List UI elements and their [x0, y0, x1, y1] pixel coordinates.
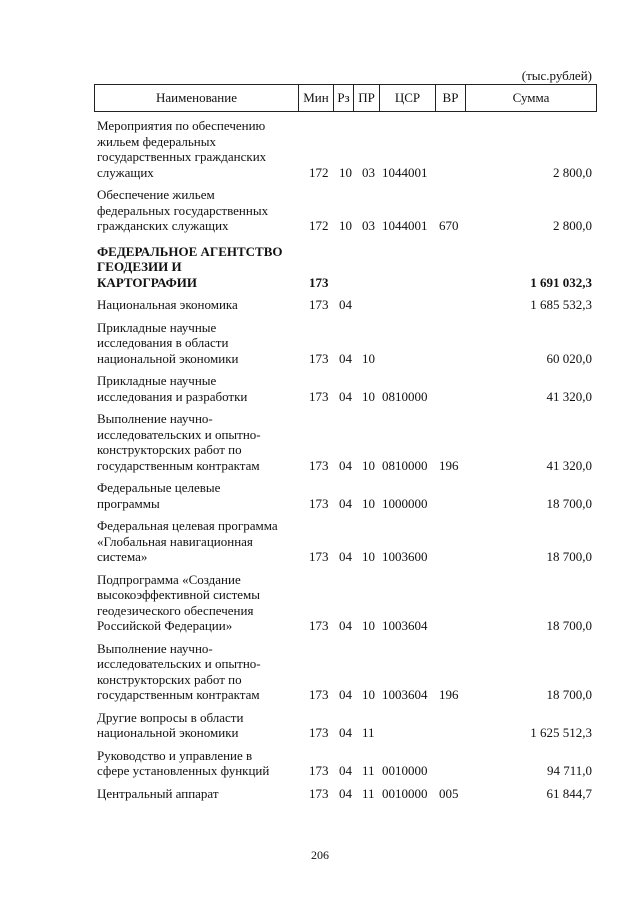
row-sum: 18 700,0 [546, 687, 592, 702]
table-row [97, 244, 592, 291]
page-number: 206 [311, 848, 329, 862]
header-name: Наименование [156, 90, 237, 105]
row-csr: 0010000 [382, 785, 428, 801]
row-pr: 10 [362, 457, 375, 473]
row-pr: 11 [362, 785, 375, 801]
table-row [97, 710, 592, 741]
row-name-line: программы [97, 495, 160, 511]
row-csr: 1044001 [382, 164, 428, 180]
row-sum: 1 691 032,3 [530, 274, 592, 290]
table-row [97, 320, 592, 367]
table-row [97, 297, 592, 313]
row-min: 173 [309, 687, 329, 702]
row-sum: 1 685 532,3 [530, 297, 592, 312]
row-name [97, 710, 302, 741]
row-name-line: «Глобальная навигационная [97, 533, 253, 549]
row-name [97, 244, 302, 291]
row-name-line: государственным контрактам [97, 687, 260, 702]
row-rz: 04 [339, 549, 352, 564]
row-name [97, 320, 302, 367]
table-row [97, 641, 592, 703]
row-name [97, 641, 302, 703]
row-rz: 10 [339, 164, 352, 180]
table-row [97, 572, 592, 634]
row-name-line: геодезического обеспечения [97, 602, 254, 618]
row-name-line: исследования в области [97, 335, 229, 350]
row-name-line: исследовательских и опытно- [97, 656, 261, 671]
table-row [97, 748, 592, 779]
row-name-line: Федеральные целевые [97, 480, 221, 495]
row-pr: 10 [362, 495, 375, 511]
row-pr: 10 [362, 350, 375, 366]
row-pr: 11 [362, 763, 375, 778]
row-name-line: служащих [97, 164, 154, 180]
row-min: 173 [309, 495, 329, 511]
row-name-line: конструкторских работ по [97, 671, 242, 687]
table-row [97, 373, 592, 404]
header-rz: Рз [333, 85, 353, 111]
table-header [94, 84, 597, 112]
row-name-line: Центральный аппарат [97, 785, 219, 801]
row-min: 173 [309, 785, 329, 801]
table-row [97, 786, 592, 802]
row-vr: 005 [439, 785, 459, 801]
row-name-line: Федеральная целевая программа [97, 518, 278, 533]
row-csr: 0810000 [382, 388, 428, 404]
row-name-line: Национальная экономика [97, 297, 238, 312]
row-min: 173 [309, 618, 329, 633]
row-pr: 10 [362, 388, 375, 404]
row-name [97, 373, 302, 404]
row-name-line: высокоэффективной системы [97, 587, 260, 602]
row-min: 173 [309, 763, 329, 778]
header-vr: ВР [435, 85, 465, 111]
row-csr: 1003604 [382, 687, 428, 702]
header-min: Мин [298, 85, 333, 111]
row-sum: 61 844,7 [546, 785, 592, 801]
row-rz: 04 [339, 388, 352, 404]
row-min: 173 [309, 297, 329, 312]
row-name-line: Другие вопросы в области [97, 709, 244, 725]
row-min: 173 [309, 457, 329, 473]
table-row [97, 480, 592, 511]
row-min: 173 [309, 274, 329, 290]
row-name-line: ГЕОДЕЗИИ И [97, 259, 182, 274]
row-name-line: жильем федеральных [97, 133, 216, 149]
row-name-line: исследовательских и опытно- [97, 426, 261, 442]
table-row [97, 187, 592, 234]
row-name-line: Прикладные научные [97, 319, 217, 335]
row-name-line: Российской Федерации» [97, 618, 233, 633]
row-name-line: ФЕДЕРАЛЬНОЕ АГЕНТСТВО [97, 243, 283, 259]
row-name-line: Мероприятия по обеспечению [97, 118, 266, 133]
table-row [97, 118, 592, 180]
row-name-line: конструкторских работ по [97, 442, 242, 457]
unit-label: (тыс.рублей) [521, 68, 592, 83]
row-sum: 18 700,0 [546, 495, 592, 511]
row-rz: 04 [339, 785, 352, 801]
row-name [97, 572, 302, 634]
row-name [97, 786, 302, 802]
row-name-line: Прикладные научные [97, 373, 217, 388]
header-csr: ЦСР [379, 85, 435, 111]
row-name [97, 518, 302, 565]
header-sum: Сумма [465, 85, 596, 111]
row-name-line: государственным контрактам [97, 457, 260, 473]
row-sum: 2 800,0 [553, 218, 592, 233]
row-min: 173 [309, 725, 329, 740]
row-name [97, 748, 302, 779]
table-row [97, 411, 592, 473]
row-name-line: федеральных государственных [97, 202, 269, 218]
row-pr: 11 [362, 725, 375, 740]
row-rz: 04 [339, 350, 352, 366]
row-sum: 18 700,0 [546, 549, 592, 564]
table-body [97, 118, 592, 808]
row-name [97, 187, 302, 234]
row-sum: 41 320,0 [546, 388, 592, 404]
row-min: 173 [309, 388, 329, 404]
row-name-line: Руководство и управление в [97, 747, 253, 763]
row-sum: 41 320,0 [546, 457, 592, 473]
row-csr: 1044001 [382, 218, 428, 233]
row-csr: 0810000 [382, 457, 428, 473]
row-csr: 0010000 [382, 763, 428, 778]
table-row [97, 518, 592, 565]
row-vr: 196 [439, 457, 459, 473]
row-min: 173 [309, 549, 329, 564]
row-rz: 04 [339, 725, 352, 740]
row-pr: 03 [362, 164, 375, 180]
row-pr: 10 [362, 549, 375, 564]
row-name [97, 480, 302, 511]
row-min: 172 [309, 218, 329, 233]
row-min: 173 [309, 350, 329, 366]
row-name-line: государственных гражданских [97, 149, 267, 164]
row-rz: 04 [339, 763, 352, 778]
row-name-line: исследования и разработки [97, 388, 248, 404]
row-rz: 04 [339, 687, 352, 702]
row-name-line: Выполнение научно- [97, 411, 213, 426]
row-name-line: национальной экономики [97, 725, 239, 740]
row-name [97, 297, 302, 313]
row-rz: 04 [339, 618, 352, 633]
row-rz: 10 [339, 218, 352, 233]
header-pr: ПР [353, 85, 379, 111]
row-name [97, 411, 302, 473]
row-sum: 2 800,0 [553, 164, 592, 180]
row-csr: 1000000 [382, 495, 428, 511]
row-csr: 1003604 [382, 618, 428, 633]
row-name-line: КАРТОГРАФИИ [97, 274, 198, 290]
row-min: 172 [309, 164, 329, 180]
row-pr: 03 [362, 218, 375, 233]
row-name-line: национальной экономики [97, 350, 239, 366]
row-name-line: Подпрограмма «Создание [97, 571, 241, 587]
row-vr: 196 [439, 687, 459, 702]
row-pr: 10 [362, 687, 375, 702]
row-sum: 60 020,0 [546, 350, 592, 366]
row-name-line: система» [97, 549, 148, 564]
row-pr: 10 [362, 618, 375, 633]
row-name-line: гражданских служащих [97, 218, 229, 233]
row-vr: 670 [439, 218, 459, 233]
row-rz: 04 [339, 457, 352, 473]
row-rz: 04 [339, 495, 352, 511]
row-name-line: Обеспечение жильем [97, 187, 215, 202]
row-rz: 04 [339, 297, 352, 312]
row-sum: 94 711,0 [546, 763, 592, 778]
row-sum: 1 625 512,3 [530, 725, 592, 740]
row-name-line: сфере установленных функций [97, 763, 270, 778]
row-name-line: Выполнение научно- [97, 640, 213, 656]
row-sum: 18 700,0 [546, 618, 592, 633]
row-csr: 1003600 [382, 549, 428, 564]
row-name [97, 118, 302, 180]
